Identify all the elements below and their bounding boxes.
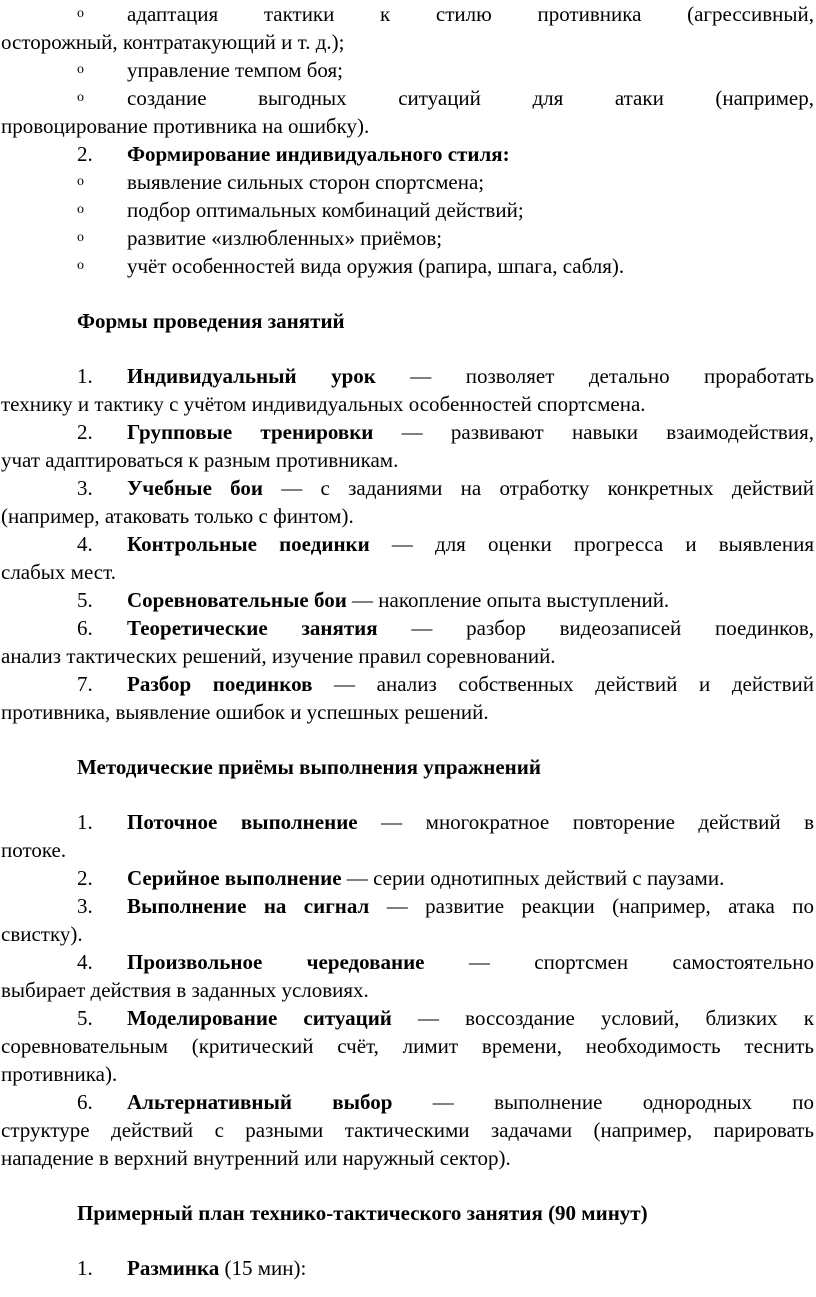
list-item-continuation: осторожный, контратакующий и т. д.);: [1, 30, 345, 54]
list-item: o создание выгодных ситуаций для атаки (например,: [77, 86, 814, 110]
item-title: Альтернативный выбор: [127, 1090, 393, 1114]
item-title: Серийное выполнение: [127, 866, 342, 890]
style-bullet-list: [0, 168, 816, 280]
item-text: — развивают навыки взаимодействия,: [373, 420, 814, 444]
item-number: 4.: [77, 950, 93, 974]
item-text: — с заданиями на отработку конкретных действий: [262, 476, 814, 500]
list-item-continuation: технику и тактику с учётом индивидуальных особенностей спортсмена.: [1, 392, 646, 416]
list-item-first-line: [0, 586, 816, 614]
list-item: o подбор оптимальных комбинаций действий;: [77, 198, 524, 222]
item-text: — для оценки прогресса и выявления: [369, 532, 815, 556]
item-text: — анализ собственных действий и действий: [312, 672, 814, 696]
bullet-marker: o: [77, 230, 84, 245]
list-item-continuation: противника, выявление ошибок и успешных решений.: [1, 700, 489, 724]
bullet-marker: o: [77, 258, 84, 273]
item-number: 1.: [77, 810, 93, 834]
item-number: 5.: [77, 1006, 93, 1030]
list-item-first-line: [0, 948, 816, 976]
item-number: 7.: [77, 672, 93, 696]
item-number: 4.: [77, 532, 93, 556]
list-item: [0, 474, 816, 530]
bullet-marker: o: [77, 62, 84, 77]
forms-list: [0, 362, 816, 726]
item-text: — накопление опыта выступлений.: [346, 588, 670, 612]
list-item-continuation: свистку).: [1, 922, 83, 946]
bullet-marker: o: [77, 174, 84, 189]
item-text: — развитие реакции (например, атака по: [369, 894, 814, 918]
list-item: o выявление сильных сторон спортсмена;: [77, 170, 485, 194]
item-number: 2.: [77, 866, 93, 890]
list-item-continuation: провоцирование противника на ошибку).: [1, 114, 370, 138]
methods-list: [0, 808, 816, 1172]
item-number: 3.: [77, 894, 93, 918]
item-text: — серии однотипных действий с паузами.: [341, 866, 725, 890]
list-item: [0, 418, 816, 474]
list-item: o учёт особенностей вида оружия (рапира, шпага, сабля).: [77, 254, 625, 278]
item-title: Моделирование ситуаций: [127, 1006, 392, 1030]
list-item: o адаптация тактики к стилю противника (агрессивный,: [77, 2, 814, 26]
list-item: o развитие «излюбленных» приёмов;: [77, 226, 443, 250]
item-number: 1.: [77, 364, 93, 388]
list-item: [0, 530, 816, 586]
item-number: 2.: [77, 420, 93, 444]
plan-heading: Примерный план технико-тактического занятия (90 минут): [77, 1201, 648, 1225]
item-title: Поточное выполнение: [127, 810, 358, 834]
list-item: [0, 1088, 816, 1172]
list-item: [0, 948, 816, 1004]
item-text: — позволяет детально проработать: [375, 364, 814, 388]
item-title: Индивидуальный урок: [127, 364, 376, 388]
list-item-continuation: выбирает действия в заданных условиях.: [1, 978, 369, 1002]
list-item: [0, 864, 816, 892]
item-text: — выполнение однородных по: [392, 1090, 814, 1114]
list-item-first-line: [0, 808, 816, 836]
plan-item: 1. Разминка (15 мин):: [77, 1256, 307, 1280]
list-item-continuation: слабых мест.: [1, 560, 116, 584]
item-title: Теоретические занятия: [127, 616, 378, 640]
list-item-first-line: [0, 362, 816, 390]
list-item-continuation: учат адаптироваться к разным противникам.: [1, 448, 399, 472]
list-item-continuation: потоке.: [1, 838, 67, 862]
bullet-marker: o: [77, 6, 84, 21]
list-item-first-line: [0, 530, 816, 558]
list-item: [0, 808, 816, 864]
item-number: 3.: [77, 476, 93, 500]
style-section-title: 2. Формирование индивидуального стиля:: [77, 142, 510, 166]
list-item: [0, 362, 816, 418]
item-title: Выполнение на сигнал: [127, 894, 370, 918]
list-item: [0, 1004, 816, 1088]
list-item: [0, 614, 816, 670]
list-item-continuation: соревновательным (критический счёт, лимит времени, необходимость теснить: [1, 1034, 814, 1058]
list-item-first-line: [0, 864, 816, 892]
list-item: [0, 892, 816, 948]
item-title: Соревновательные бои: [127, 588, 347, 612]
bullet-marker: o: [77, 90, 84, 105]
forms-heading: Формы проведения занятий: [77, 309, 345, 333]
item-title: Разбор поединков: [127, 672, 313, 696]
tactics-bullet-list: [0, 0, 816, 140]
item-title: Групповые тренировки: [127, 420, 374, 444]
item-title: Контрольные поединки: [127, 532, 370, 556]
item-text: — спортсмен самостоятельно: [424, 950, 814, 974]
list-item-first-line: [0, 418, 816, 446]
list-item-first-line: [0, 1004, 816, 1032]
item-title: Произвольное чередование: [127, 950, 425, 974]
list-item-first-line: [0, 474, 816, 502]
list-item-continuation: противника).: [1, 1062, 118, 1086]
list-item-continuation: структуре действий с разными тактическими задачами (например, парировать: [1, 1118, 814, 1142]
list-item: [0, 586, 816, 614]
list-item-continuation: анализ тактических решений, изучение правил соревнований.: [1, 644, 556, 668]
item-text: — воссоздание условий, близких к: [391, 1006, 814, 1030]
item-text: — разбор видеозаписей поединков,: [377, 616, 814, 640]
list-item-continuation: (например, атаковать только с финтом).: [1, 504, 354, 528]
item-number: 6.: [77, 616, 93, 640]
list-item-first-line: [0, 1088, 816, 1116]
item-text: — многократное повторение действий в: [357, 810, 814, 834]
list-item: o управление темпом боя;: [77, 58, 343, 82]
list-item-continuation: нападение в верхний внутренний или наружный сектор).: [1, 1146, 511, 1170]
item-number: 5.: [77, 588, 93, 612]
methods-heading: Методические приёмы выполнения упражнений: [77, 755, 541, 779]
list-item: [0, 670, 816, 726]
item-title: Учебные бои: [127, 476, 263, 500]
bullet-marker: o: [77, 202, 84, 217]
list-item-first-line: [0, 670, 816, 698]
item-number: 6.: [77, 1090, 93, 1114]
list-item-first-line: [0, 614, 816, 642]
list-item-first-line: [0, 892, 816, 920]
